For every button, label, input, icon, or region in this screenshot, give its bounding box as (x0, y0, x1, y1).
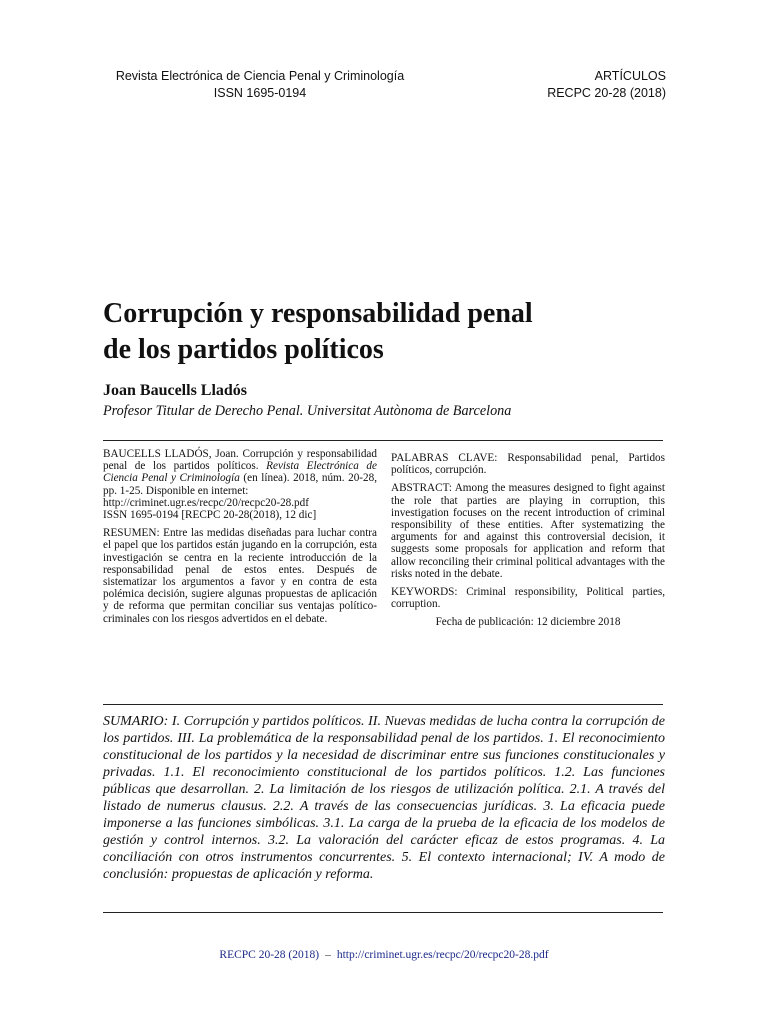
left-column (103, 448, 377, 625)
author-affiliation: Profesor Titular de Derecho Penal. Universitat Autònoma de Barcelona (103, 403, 512, 419)
publication-date: Fecha de publicación: 12 diciembre 2018 (435, 616, 621, 629)
keywords: KEYWORDS: Criminal responsibility, Political parties, corruption. (391, 586, 665, 611)
palabras-clave: PALABRAS CLAVE: Responsabilidad penal, Partidos políticos, corrupción. (391, 452, 665, 477)
citation-text-before: BAUCELLS LLADÓS, Joan. Corrupción y responsabilidad penal de los partidos políticos. (103, 448, 377, 473)
citation (103, 448, 377, 497)
issue-label: RECPC 20-28 (2018) (547, 86, 666, 100)
citation-issn: ISSN 1695-0194 [RECPC 20-28(2018), 12 dic] (103, 509, 317, 522)
divider-middle (103, 704, 663, 705)
footer-url[interactable]: http://criminet.ugr.es/recpc/20/recpc20-28.pdf (336, 949, 549, 961)
divider-bottom (103, 912, 663, 913)
divider-top (103, 440, 663, 441)
citation-text-after: (en línea). 2018, núm. 20-28, pp. 1-25. Disponible en internet: (103, 472, 377, 497)
abstract: ABSTRACT: Among the measures designed to fight against the role that parties are playing in corruption, this investigation focuses on the recent introduction of criminal responsibility of these entities. After systematizing the arguments for and against this controversial decision, it suggests some proposals for application and reform that allow reconciling their criminal political advantages with the risks noted in the debate. (391, 482, 665, 580)
citation-journal: Revista Electrónica de Ciencia Penal y Criminología (103, 460, 377, 485)
resumen: RESUMEN: Entre las medidas diseñadas para luchar contra el papel que los partidos están jugando en la corrupción, esta investigación se centra en la reciente introducción de la responsabilidad penal de estos entes. Después de sistematizar los argumentos a favor y en contra de esta polémica decisión, sugiere algunas propuestas de aplicación y de reforma que permitan conciliar sus ventajas político-criminales con los riesgos advertidos en el debate. (103, 527, 377, 625)
sumario: SUMARIO: I. Corrupción y partidos políticos. II. Nuevas medidas de lucha contra la corrupción de los partidos. III. La problemática de la responsabilidad penal de los partidos. 1. El reconocimiento constitucional de los partidos y la necesidad de discriminar entre sus funciones constitucionales y privadas. 1.1. El reconocimiento constitucional de los partidos políticos. 1.2. Las funciones públicas que desarrollan. 2. La limitación de los riesgos de utilización política. 2.1. A través del listado de numerus clausus. 2.2. A través de las consecuencias jurídicas. 3. La eficacia puede imponerse a las funciones simbólicas. 3.1. La carga de la prueba de la eficacia de los modelos de gestión y control internos. 3.2. La valoración del carácter eficaz de estos programas. 4. La conciliación con otros instrumentos concurrentes. 5. El contexto internacional; IV. A modo de conclusión: propuestas de aplicación y reforma. (103, 714, 665, 882)
journal-name: Revista Electrónica de Ciencia Penal y Criminología (115, 69, 405, 83)
citation-url[interactable]: http://criminet.ugr.es/recpc/20/recpc20-28.pdf (103, 496, 309, 509)
article-title (103, 296, 663, 368)
page-footer (0, 949, 768, 961)
running-header-right (466, 68, 666, 102)
title-line-2: de los partidos políticos (103, 334, 384, 365)
footer-separator: – (325, 949, 331, 961)
footer-issue: RECPC 20-28 (2018) (219, 949, 320, 961)
running-header-left (110, 68, 410, 102)
author-name: Joan Baucells Lladós (103, 382, 248, 399)
right-column (391, 452, 665, 629)
journal-issn: ISSN 1695-0194 (213, 86, 307, 100)
title-line-1: Corrupción y responsabilidad penal (103, 298, 533, 329)
section-label: ARTÍCULOS (594, 69, 666, 83)
